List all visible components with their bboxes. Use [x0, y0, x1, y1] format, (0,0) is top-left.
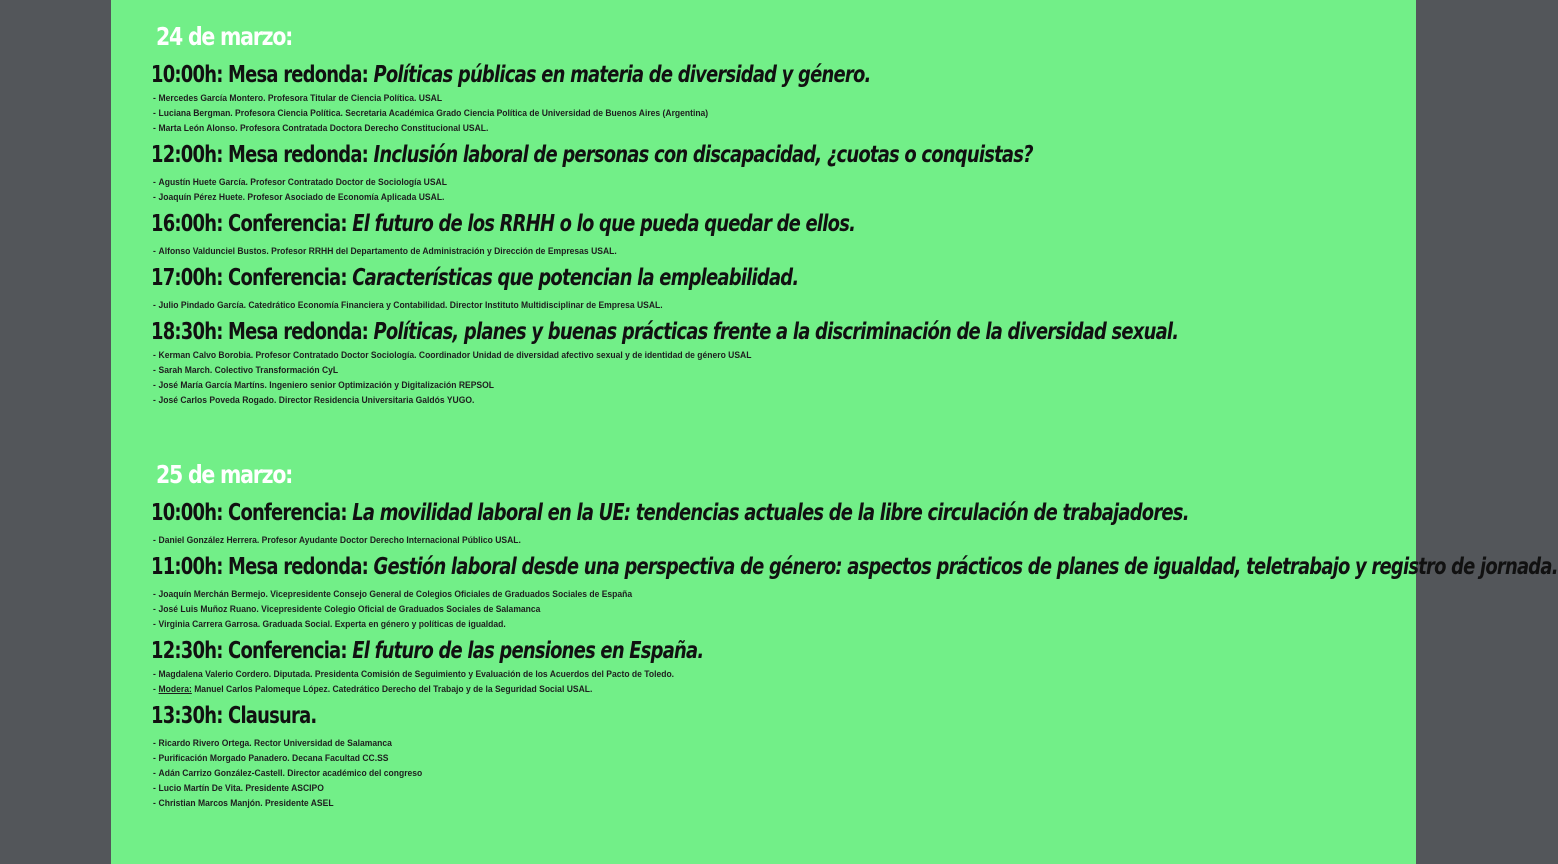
session	[151, 701, 1406, 811]
session-topic: Características que potencian la empleabilidad.	[352, 265, 799, 291]
bullet-dash: -	[153, 123, 156, 134]
bullet-dash: -	[153, 738, 156, 749]
session	[151, 317, 1406, 408]
speaker-text: Joaquín Merchán Bermejo. Vicepresidente Consejo General de Colegios Oficiales de Graduados Sociales de España	[158, 589, 633, 600]
document-page	[111, 0, 1558, 864]
bullet-dash: -	[153, 365, 156, 376]
speaker-item	[153, 244, 1281, 259]
speaker-text: Mercedes García Montero. Profesora Titular de Ciencia Política. USAL	[158, 93, 443, 104]
speaker-list	[153, 244, 1406, 259]
speaker-text: Adán Carrizo González-Castell. Director académico del congreso	[158, 768, 423, 779]
speaker-text: Alfonso Valdunciel Bustos. Profesor RRHH del Departamento de Administración y Dirección de Empresas USAL.	[158, 246, 617, 257]
bullet-dash: -	[153, 93, 156, 104]
session-topic: Gestión laboral desde una perspectiva de género: aspectos prácticos de planes de igualdad, teletrabajo y registro de jornada.	[373, 554, 1558, 580]
session-topic: La movilidad laboral en la UE: tendencias actuales de la libre circulación de trabajadores.	[352, 500, 1189, 526]
speaker-item	[153, 617, 1281, 632]
bullet-dash: -	[153, 684, 156, 695]
session	[151, 636, 1406, 697]
session-heading	[151, 209, 1130, 240]
bullet-dash: -	[153, 108, 156, 119]
speaker-item	[153, 378, 1281, 393]
speaker-item	[153, 796, 1281, 811]
speaker-item	[153, 602, 1281, 617]
speaker-text: Lucio Martín De Vita. Presidente ASCIPO	[158, 783, 324, 794]
speaker-list	[153, 587, 1406, 632]
day-title: 25 de marzo:	[156, 460, 293, 489]
speaker-item	[153, 766, 1281, 781]
session-time-type: 12:00h: Mesa redonda:	[151, 142, 369, 168]
speaker-text: Joaquín Pérez Huete. Profesor Asociado de Economía Aplicada USAL.	[158, 192, 445, 203]
session-heading	[151, 701, 1130, 732]
speaker-text: Marta León Alonso. Profesora Contratada Doctora Derecho Constitucional USAL.	[158, 123, 489, 134]
speaker-list	[153, 91, 1406, 136]
speaker-list	[153, 175, 1406, 205]
speaker-text: Agustín Huete García. Profesor Contratado Doctor de Sociología USAL	[158, 177, 447, 188]
speaker-item	[153, 533, 1281, 548]
bullet-dash: -	[153, 669, 156, 680]
speaker-text: Daniel González Herrera. Profesor Ayudante Doctor Derecho Internacional Público USAL.	[158, 535, 521, 546]
speaker-list	[153, 348, 1406, 408]
session-time-type: 13:30h: Clausura.	[151, 703, 317, 729]
speaker-list	[153, 667, 1406, 697]
session-heading	[151, 498, 1189, 529]
bullet-dash: -	[153, 753, 156, 764]
bullet-dash: -	[153, 619, 156, 630]
speaker-text: José Carlos Poveda Rogado. Director Residencia Universitaria Galdós YUGO.	[158, 395, 475, 406]
session	[151, 263, 1406, 313]
speaker-list	[153, 298, 1406, 313]
session-topic: Políticas públicas en materia de diversidad y género.	[373, 62, 871, 88]
speaker-text: Christian Marcos Manjón. Presidente ASEL	[158, 798, 334, 809]
speaker-text: Virginia Carrera Garrosa. Graduada Social. Experta en género y políticas de igualdad.	[158, 619, 506, 630]
session-time-type: 16:00h: Conferencia:	[151, 211, 347, 237]
speaker-text: Ricardo Rivero Ortega. Rector Universidad de Salamanca	[158, 738, 392, 749]
speaker-item	[153, 363, 1281, 378]
speaker-item	[153, 393, 1281, 408]
session-heading	[151, 317, 1179, 348]
session	[151, 209, 1406, 259]
bullet-dash: -	[153, 604, 156, 615]
bullet-dash: -	[153, 380, 156, 391]
session	[151, 498, 1406, 548]
session-time-type: 11:00h: Mesa redonda:	[151, 554, 369, 580]
bullet-dash: -	[153, 395, 156, 406]
speaker-item	[153, 587, 1281, 602]
bullet-dash: -	[153, 798, 156, 809]
speaker-item	[153, 190, 1281, 205]
session	[151, 552, 1558, 632]
speaker-item	[153, 106, 1281, 121]
speaker-item	[153, 751, 1281, 766]
bullet-dash: -	[153, 589, 156, 600]
session-heading	[151, 636, 1130, 667]
speaker-item	[153, 781, 1281, 796]
bullet-dash: -	[153, 768, 156, 779]
session-topic: Políticas, planes y buenas prácticas frente a la discriminación de la diversidad sexual.	[373, 319, 1179, 345]
speaker-item	[153, 298, 1281, 313]
session-topic: El futuro de los RRHH o lo que pueda quedar de ellos.	[352, 211, 856, 237]
bullet-dash: -	[153, 535, 156, 546]
session-heading	[151, 140, 1130, 171]
session-topic: El futuro de las pensiones en España.	[352, 638, 704, 664]
bullet-dash: -	[153, 300, 156, 311]
speaker-item	[153, 91, 1281, 106]
session-heading	[151, 552, 1558, 583]
bullet-dash: -	[153, 783, 156, 794]
day-title: 24 de marzo:	[156, 22, 293, 51]
speaker-item	[153, 121, 1281, 136]
speaker-item	[153, 682, 1281, 697]
session-topic: Inclusión laboral de personas con discapacidad, ¿cuotas o conquistas?	[373, 142, 1033, 168]
speaker-text: José María García Martíns. Ingeniero senior Optimización y Digitalización REPSOL	[158, 380, 495, 391]
speaker-text: Manuel Carlos Palomeque López. Catedrático Derecho del Trabajo y de la Seguridad Social USAL.	[194, 684, 593, 695]
speaker-text: José Luis Muñoz Ruano. Vicepresidente Colegio Oficial de Graduados Sociales de Salamanca	[158, 604, 541, 615]
session-time-type: 17:00h: Conferencia:	[151, 265, 347, 291]
speaker-text: Luciana Bergman. Profesora Ciencia Política. Secretaria Académica Grado Ciencia Política de Universidad de Buenos Aires (Argentina)	[158, 108, 709, 119]
session-time-type: 18:30h: Mesa redonda:	[151, 319, 369, 345]
bullet-dash: -	[153, 246, 156, 257]
speaker-item	[153, 175, 1281, 190]
speaker-list	[153, 736, 1406, 811]
speaker-text: Magdalena Valerio Cordero. Diputada. Presidenta Comisión de Seguimiento y Evaluación de los Acuerdos del Pacto de Toledo.	[158, 669, 675, 680]
session-heading	[151, 263, 1130, 294]
session-time-type: 10:00h: Conferencia:	[151, 500, 347, 526]
speaker-item	[153, 667, 1281, 682]
session-heading	[151, 60, 1130, 91]
speaker-text: Julio Pindado García. Catedrático Economía Financiera y Contabilidad. Director Instituto Multidisciplinar de Empresa USAL.	[158, 300, 663, 311]
session	[151, 60, 1406, 136]
speaker-text: Kerman Calvo Borobia. Profesor Contratado Doctor Sociología. Coordinador Unidad de diversidad afectivo sexual y de identidad de género USAL	[158, 350, 752, 361]
bullet-dash: -	[153, 177, 156, 188]
bullet-dash: -	[153, 350, 156, 361]
session	[151, 140, 1406, 205]
session-time-type: 12:30h: Conferencia:	[151, 638, 347, 664]
session-time-type: 10:00h: Mesa redonda:	[151, 62, 369, 88]
speaker-text: Purificación Morgado Panadero. Decana Facultad CC.SS	[158, 753, 389, 764]
speaker-text: Sarah March. Colectivo Transformación CyL	[158, 365, 339, 376]
speaker-item	[153, 348, 1281, 363]
program-content	[151, 18, 1558, 811]
bullet-dash: -	[153, 192, 156, 203]
speaker-item	[153, 736, 1281, 751]
speaker-list	[153, 533, 1406, 548]
moderator-label: Modera:	[158, 684, 192, 695]
